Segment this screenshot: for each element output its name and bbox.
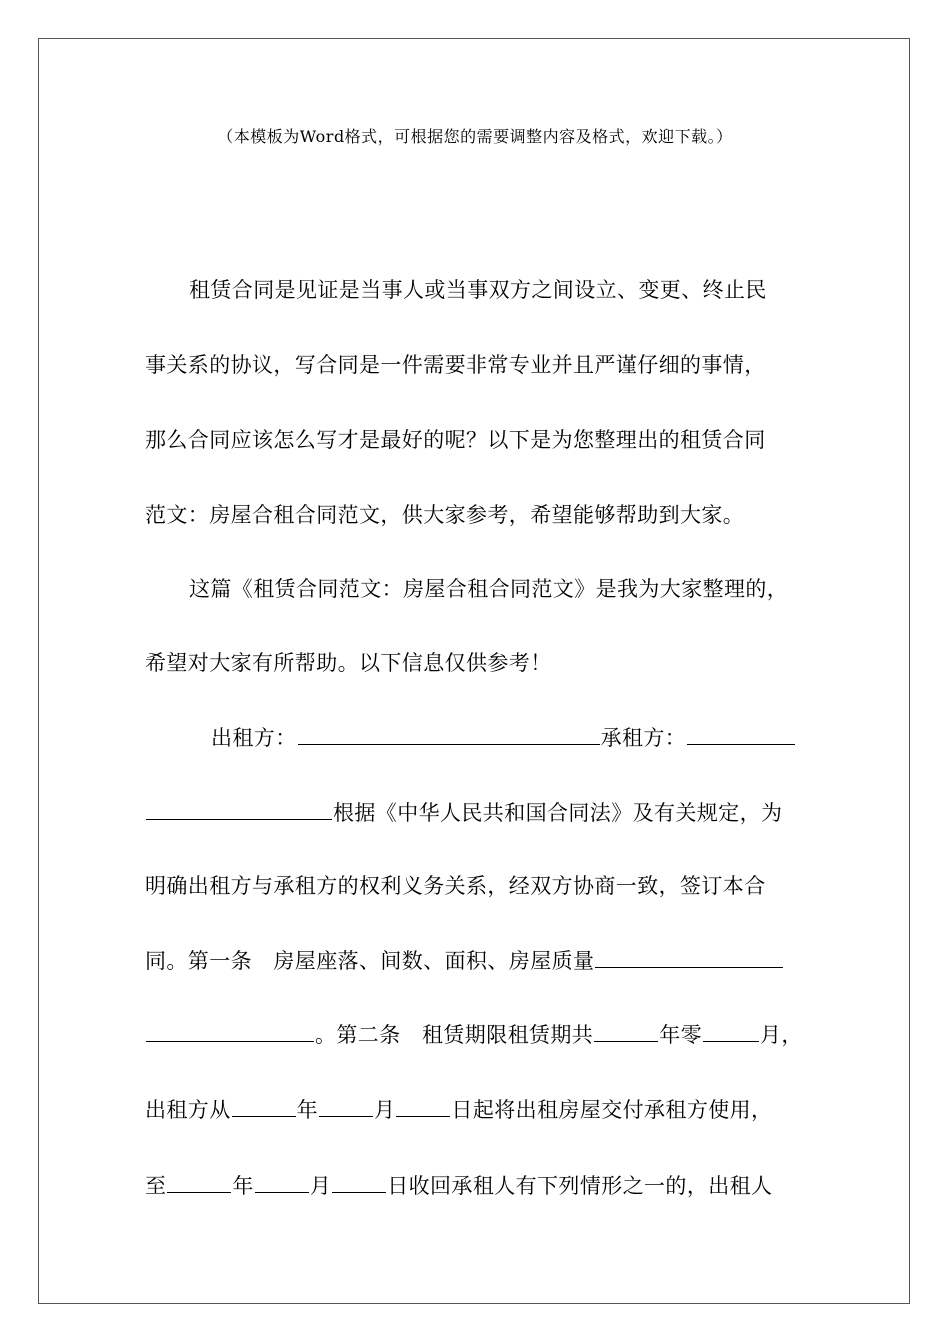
lease-months-blank[interactable] xyxy=(703,1019,759,1042)
parties-line xyxy=(211,722,796,753)
paragraph-line-9: 明确出租方与承租方的权利义务关系，经双方协商一致，签订本合 xyxy=(145,874,766,898)
month-label: 月， xyxy=(760,1023,803,1047)
start-date-line xyxy=(145,1094,772,1125)
basis-line xyxy=(145,797,782,828)
end-prefix: 至 xyxy=(145,1174,167,1198)
lessee-blank[interactable] xyxy=(687,722,795,745)
paragraph-line-5: 这篇《租赁合同范文：房屋合租合同范文》是我为大家整理的， xyxy=(189,577,789,601)
paragraph-line-6: 希望对大家有所帮助。以下信息仅供参考！ xyxy=(145,651,552,675)
lessor-blank[interactable] xyxy=(298,722,600,745)
start-suffix: 日起将出租房屋交付承租方使用， xyxy=(451,1098,773,1122)
lessee-label: 承租方： xyxy=(600,726,687,750)
article-one-text: 同。第一条 房屋座落、间数、面积、房屋质量 xyxy=(145,949,595,973)
end-suffix: 日收回承租人有下列情形之一的，出租人 xyxy=(387,1174,773,1198)
lease-years-blank[interactable] xyxy=(594,1019,658,1042)
end-date-line xyxy=(145,1170,772,1201)
year-zero-label: 年零 xyxy=(659,1023,703,1047)
start-month-blank[interactable] xyxy=(319,1094,373,1117)
paragraph-line-3: 那么合同应该怎么写才是最好的呢？以下是为您整理出的租赁合同 xyxy=(145,428,766,452)
start-year-blank[interactable] xyxy=(232,1094,296,1117)
article-one-line xyxy=(145,945,784,976)
end-month-blank[interactable] xyxy=(255,1170,309,1193)
basis-text: 根据《中华人民共和国合同法》及有关规定，为 xyxy=(333,801,783,825)
house-quality-blank[interactable] xyxy=(595,945,783,968)
template-note: （本模板为Word格式，可根据您的需要调整内容及格式，欢迎下载。） xyxy=(217,127,733,146)
lessee-blank-continued[interactable] xyxy=(146,797,332,820)
house-quality-blank-continued[interactable] xyxy=(146,1019,314,1042)
article-two-text: 。第二条 租赁期限租赁期共 xyxy=(315,1023,594,1047)
paragraph-line-2: 事关系的协议，写合同是一件需要非常专业并且严谨仔细的事情， xyxy=(145,353,766,377)
paragraph-line-1: 租赁合同是见证是当事人或当事双方之间设立、变更、终止民 xyxy=(189,278,767,302)
start-prefix: 出租方从 xyxy=(145,1098,231,1122)
start-day-blank[interactable] xyxy=(396,1094,450,1117)
lessor-label: 出租方： xyxy=(211,726,297,750)
end-year-blank[interactable] xyxy=(167,1170,231,1193)
article-two-line xyxy=(145,1019,803,1050)
start-month-label: 月 xyxy=(374,1098,396,1122)
paragraph-line-4: 范文：房屋合租合同范文，供大家参考，希望能够帮助到大家。 xyxy=(145,503,745,527)
start-year-label: 年 xyxy=(296,1098,319,1122)
end-day-blank[interactable] xyxy=(332,1170,386,1193)
end-year-label: 年 xyxy=(232,1174,254,1198)
end-month-label: 月 xyxy=(309,1174,332,1198)
